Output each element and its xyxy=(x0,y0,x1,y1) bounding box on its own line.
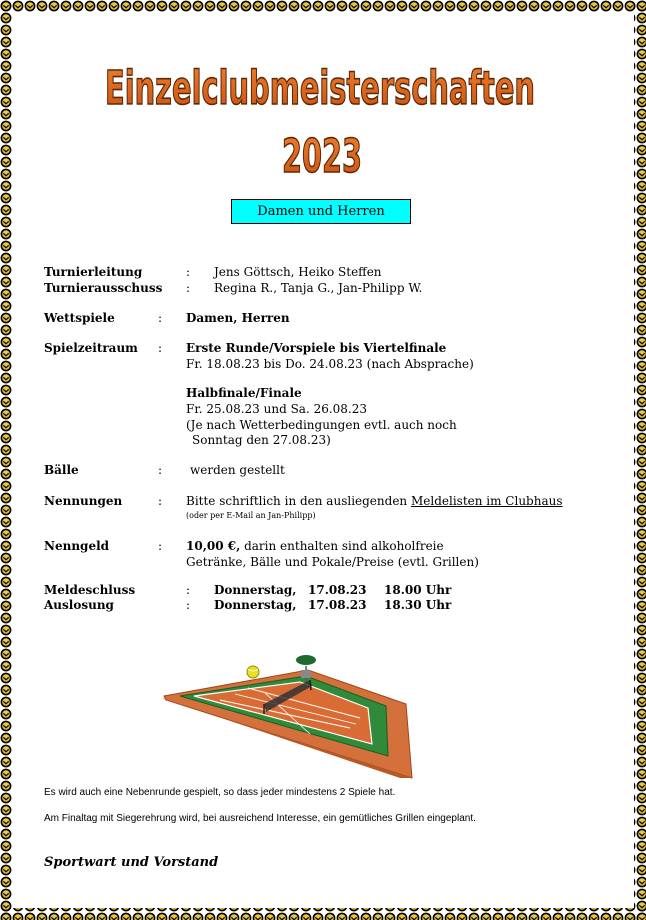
nenngeld-amount: 10,00 €, xyxy=(186,539,241,553)
nenngeld-value xyxy=(186,539,444,554)
wettspiele-value: Damen, Herren xyxy=(186,311,290,325)
baelle-value: werden gestellt xyxy=(190,463,285,477)
baelle-label: Bälle xyxy=(44,463,79,477)
turnierausschuss-sep: : xyxy=(186,281,191,295)
title-block xyxy=(90,52,550,182)
nennungen-prefix: Bitte schriftlich in den ausliegenden xyxy=(186,494,411,508)
baelle-sep: : xyxy=(158,463,163,477)
nenngeld-line2: Getränke, Bälle und Pokale/Preise (evtl. Grillen) xyxy=(186,555,479,569)
auslosung-date: 17.08.23 xyxy=(308,598,367,612)
turnierausschuss-value: Regina R., Tanja G., Jan-Philipp W. xyxy=(214,281,423,295)
meldeschluss-day: Donnerstag, xyxy=(214,583,297,597)
meldeschluss-label: Meldeschluss xyxy=(44,583,136,597)
round2-dates: Fr. 25.08.23 und Sa. 26.08.23 xyxy=(186,402,368,416)
round2-note-2: Sonntag den 27.08.23) xyxy=(192,433,331,447)
round2-note-1: (Je nach Wetterbedingungen evtl. auch noch xyxy=(186,418,457,432)
signature: Sportwart und Vorstand xyxy=(44,855,219,870)
turnierleitung-value: Jens Göttsch, Heiko Steffen xyxy=(214,265,382,279)
wettspiele-label: Wettspiele xyxy=(44,311,115,325)
wettspiele-sep: : xyxy=(158,311,163,325)
meldeschluss-time: 18.00 Uhr xyxy=(384,583,452,597)
page-title: Einzelclubmeisterschaften xyxy=(105,61,535,115)
round1-dates: Fr. 18.08.23 bis Do. 24.08.23 (nach Absprache) xyxy=(186,357,474,371)
subtitle-box: Damen und Herren xyxy=(231,199,411,224)
meldelisten-text: Meldelisten im Clubhaus xyxy=(410,494,563,508)
meldeschluss-date: 17.08.23 xyxy=(308,583,367,597)
tennis-court-illustration xyxy=(160,652,416,780)
nennungen-sep: : xyxy=(158,494,163,508)
spielzeitraum-sep: : xyxy=(158,341,163,355)
round2-title: Halbfinale/Finale xyxy=(186,386,302,400)
round1-title: Erste Runde/Vorspiele bis Viertelfinale xyxy=(186,341,447,355)
auslosung-label: Auslosung xyxy=(44,598,114,612)
auslosung-sep: : xyxy=(186,598,191,612)
turnierleitung-sep: : xyxy=(186,265,191,279)
auslosung-day: Donnerstag, xyxy=(214,598,297,612)
note-nebenrunde: Es wird auch eine Nebenrunde gespielt, so dass jeder mindestens 2 Spiele hat. xyxy=(44,787,396,798)
nenngeld-sep: : xyxy=(158,539,163,553)
note-finaltag: Am Finaltag mit Siegerehrung wird, bei ausreichend Interesse, ein gemütliches Grillen eingeplant. xyxy=(44,813,476,824)
turnierausschuss-label: Turnierausschuss xyxy=(44,281,163,295)
nenngeld-rest: darin enthalten sind alkoholfreie xyxy=(240,539,444,553)
meldeschluss-sep: : xyxy=(186,583,191,597)
spielzeitraum-label: Spielzeitraum xyxy=(44,341,138,355)
turnierleitung-label: Turnierleitung xyxy=(44,265,143,279)
nennungen-note: (oder per E-Mail an Jan-Philipp) xyxy=(186,511,316,520)
nennungen-value xyxy=(186,494,563,509)
year: 2023 xyxy=(282,129,362,182)
nennungen-label: Nennungen xyxy=(44,494,123,508)
auslosung-time: 18.30 Uhr xyxy=(384,598,452,612)
nenngeld-label: Nenngeld xyxy=(44,539,110,553)
